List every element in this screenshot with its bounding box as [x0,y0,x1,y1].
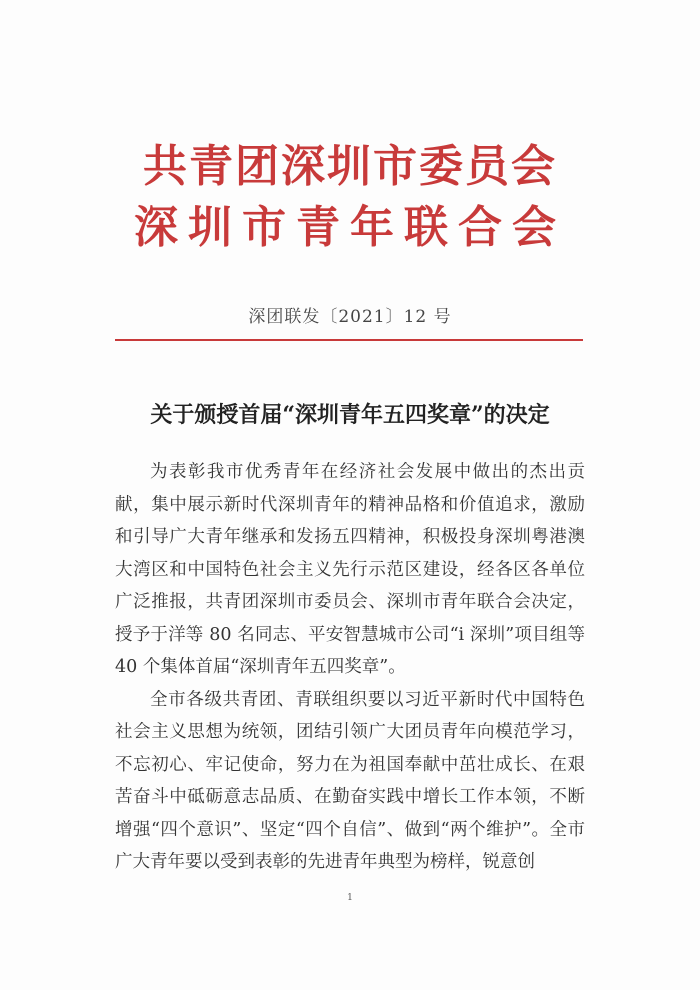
body-paragraph-2: 全市各级共青团、青联组织要以习近平新时代中国特色社会主义思想为统领，团结引领广大团员青年向模范学习，不忘初心、牢记使命，努力在为祖国奉献中茁壮成长、在艰苦奋斗中砥砺意志品质、在勤奋实践中增长工作本领，不断增强“四个意识”、坚定“四个自信”、做到“两个维护”。全市广大青年要以受到表彰的先进青年典型为榜样，锐意创 [115,689,585,872]
red-divider-line [115,339,583,341]
issuer-header-line-2: 深圳市青年联合会 [134,202,566,253]
document-body [115,456,585,879]
body-paragraph-1: 为表彰我市优秀青年在经济社会发展中做出的杰出贡献，集中展示新时代深圳青年的精神品格和价值追求，激励和引导广大青年继承和发扬五四精神，积极投身深圳粤港澳大湾区和中国特色社会主义先行示范区建设，经各区各单位广泛推报，共青团深圳市委员会、深圳市青年联合会决定，授予于洋等 80 名同志、平安智慧城市公司“i 深圳”项目组等 40 个集体首届“深圳青年五四奖章”。 [115,462,585,677]
document-title: 关于颁授首届“深圳青年五四奖章”的决定 [150,402,550,428]
page-number: 1 [347,893,353,903]
document-number: 深团联发〔2021〕12 号 [248,307,452,327]
issuer-header-line-1: 共青团深圳市委员会 [143,141,557,192]
